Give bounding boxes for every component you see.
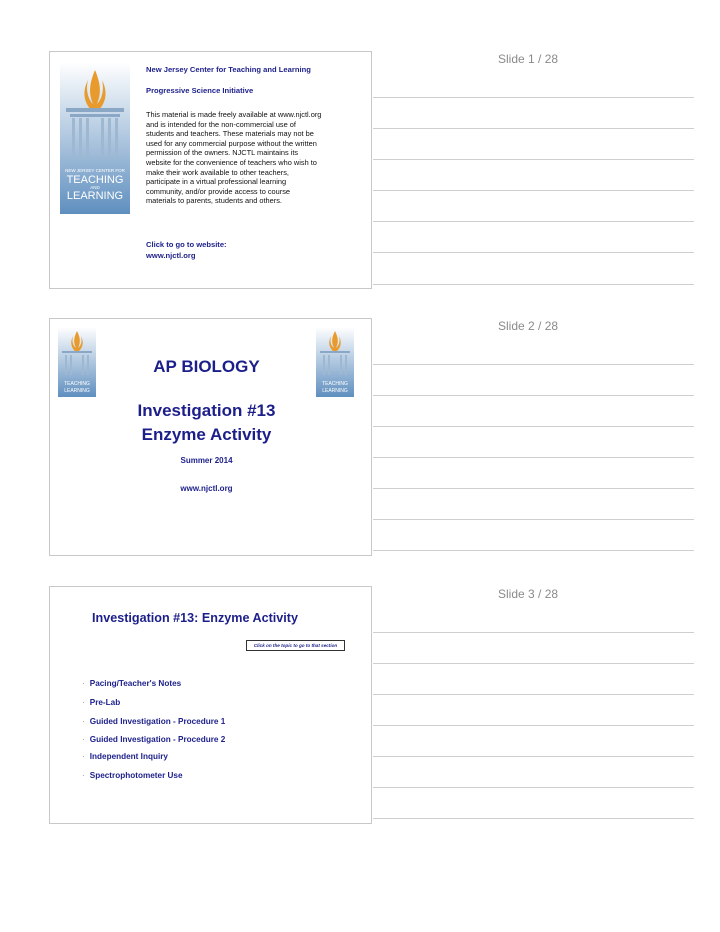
svg-text:AND: AND	[90, 185, 100, 190]
slide-1-label: Slide 1 / 28	[498, 52, 559, 66]
slide-3-label: Slide 3 / 28	[498, 587, 559, 601]
slide-title: AP BIOLOGY	[153, 357, 260, 376]
initiative-name: Progressive Science Initiative	[146, 86, 254, 95]
njctl-logo-icon	[60, 62, 130, 214]
svg-text:LEARNING: LEARNING	[322, 388, 348, 394]
svg-text:TEACHING: TEACHING	[66, 174, 124, 186]
disclaimer-text: This material is made freely available at www.njctl.org and is intended for the non-commercial use of students and teachers. These materials may not be used for any commercial purpose without the written permission of the owners. NJCTL maintains its website for the convenience of teachers who wish to make their work available to other teachers, participate in a virtual professional learning community, and/or provide access to course materials to parents, students and others.	[146, 110, 322, 206]
website-link-label[interactable]: Click to go to website:	[146, 240, 227, 249]
svg-text:TEACHING: TEACHING	[64, 381, 90, 387]
svg-text:TEACHING: TEACHING	[322, 381, 348, 387]
website-link[interactable]: www.njctl.org	[146, 251, 196, 260]
svg-text:LEARNING: LEARNING	[64, 388, 90, 394]
topic-link-independent-inquiry[interactable]: · Independent Inquiry	[82, 752, 168, 761]
topic-link-spectrophotometer[interactable]: · Spectrophotometer Use	[82, 771, 183, 780]
svg-text:NEW JERSEY CENTER FOR: NEW JERSEY CENTER FOR	[65, 168, 125, 173]
slide-url[interactable]: www.njctl.org	[180, 484, 233, 493]
svg-text:LEARNING: LEARNING	[66, 190, 124, 202]
slide-1	[49, 51, 372, 289]
slide-date: Summer 2014	[180, 456, 233, 465]
topic-link-procedure-2[interactable]: · Guided Investigation - Procedure 2	[82, 735, 226, 744]
slide-title: Investigation #13: Enzyme Activity	[92, 611, 298, 625]
topic-link-prelab[interactable]: · Pre-Lab	[82, 698, 121, 707]
org-name: New Jersey Center for Teaching and Learning	[146, 65, 311, 74]
slide-2	[49, 318, 372, 556]
slide-3	[49, 586, 372, 824]
topic-link-pacing[interactable]: · Pacing/Teacher's Notes	[82, 679, 182, 688]
slide-2-label: Slide 2 / 28	[498, 319, 559, 333]
click-hint-box: Click on the topic to go to that section	[246, 640, 345, 651]
slide-subtitle-1: Investigation #13	[137, 401, 276, 420]
topic-link-procedure-1[interactable]: · Guided Investigation - Procedure 1	[82, 717, 226, 726]
slide-subtitle-2: Enzyme Activity	[141, 425, 272, 444]
